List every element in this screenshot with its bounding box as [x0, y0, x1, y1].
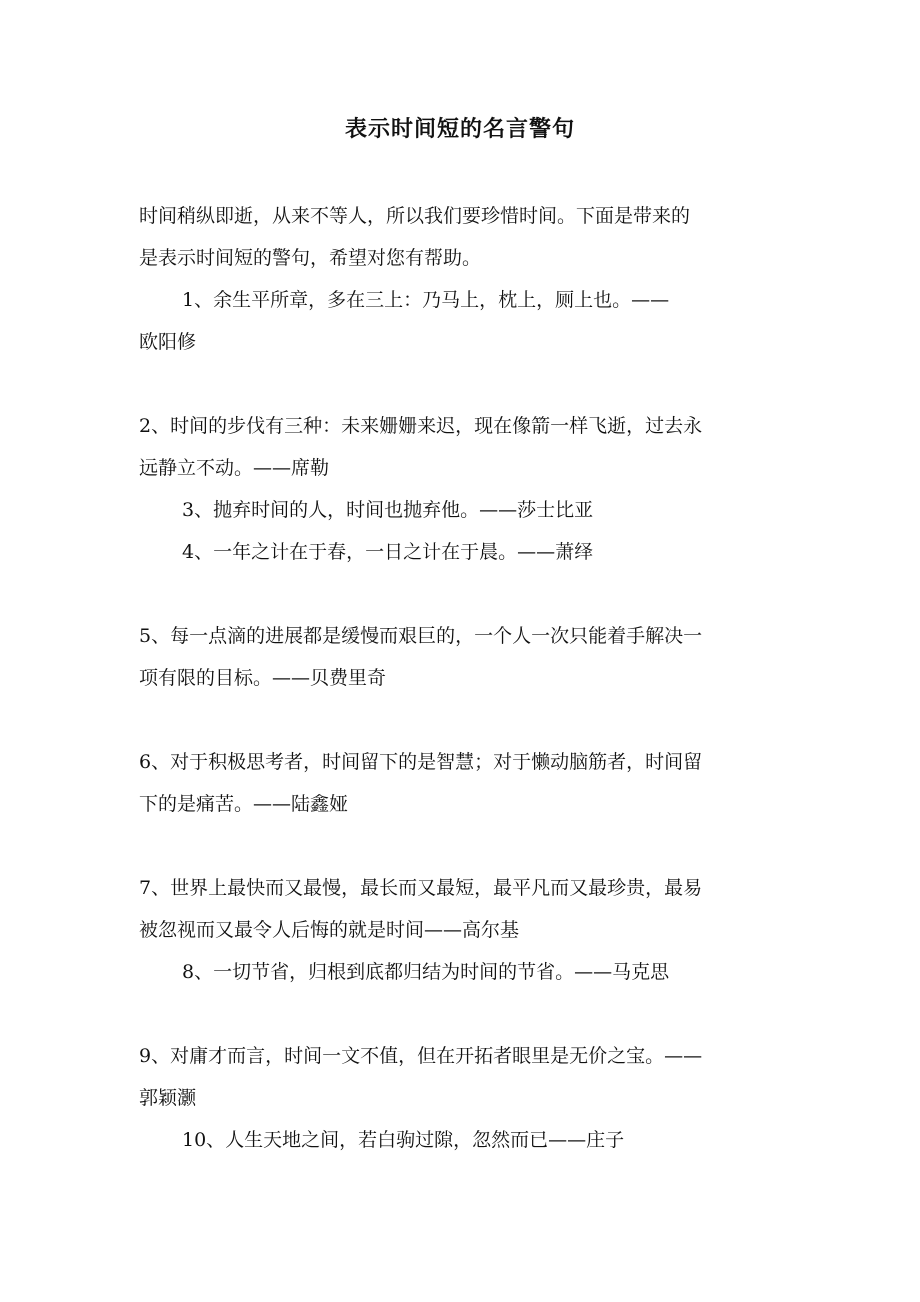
text-line: 是表示时间短的警句，希望对您有帮助。 — [139, 247, 482, 269]
text-line: 郭颖灏 — [139, 1087, 197, 1109]
text-line: 1、余生平所章，多在三上：乃马上，枕上，厕上也。—— — [182, 289, 670, 311]
text-line: 8、一切节省，归根到底都归结为时间的节省。——马克思 — [182, 961, 670, 983]
text-line: 欧阳修 — [139, 331, 197, 353]
text-line: 项有限的目标。——贝费里奇 — [139, 667, 387, 689]
text-line: 7、世界上最快而又最慢，最长而又最短，最平凡而又最珍贵，最易 — [139, 877, 703, 899]
text-line: 10、人生天地之间，若白驹过隙，忽然而已——庄子 — [182, 1129, 625, 1151]
text-line: 6、对于积极思考者，时间留下的是智慧；对于懒动脑筋者，时间留 — [139, 751, 703, 773]
text-line: 时间稍纵即逝，从来不等人，所以我们要珍惜时间。下面是带来的 — [139, 205, 691, 227]
text-line: 远静立不动。——席勒 — [139, 457, 330, 479]
text-line: 9、对庸才而言，时间一文不值，但在开拓者眼里是无价之宝。—— — [139, 1045, 703, 1067]
text-line: 被忽视而又最令人后悔的就是时间——高尔基 — [139, 919, 520, 941]
text-line: 下的是痛苦。——陆鑫娅 — [139, 793, 349, 815]
text-line: 2、时间的步伐有三种：未来姗姗来迟，现在像箭一样飞逝，过去永 — [139, 415, 703, 437]
text-line: 5、每一点滴的进展都是缓慢而艰巨的，一个人一次只能着手解决一 — [139, 625, 703, 647]
document-title: 表示时间短的名言警句 — [344, 117, 575, 142]
text-line: 3、抛弃时间的人，时间也抛弃他。——莎士比亚 — [182, 499, 594, 521]
text-line: 4、一年之计在于春，一日之计在于晨。——萧绎 — [182, 541, 594, 563]
